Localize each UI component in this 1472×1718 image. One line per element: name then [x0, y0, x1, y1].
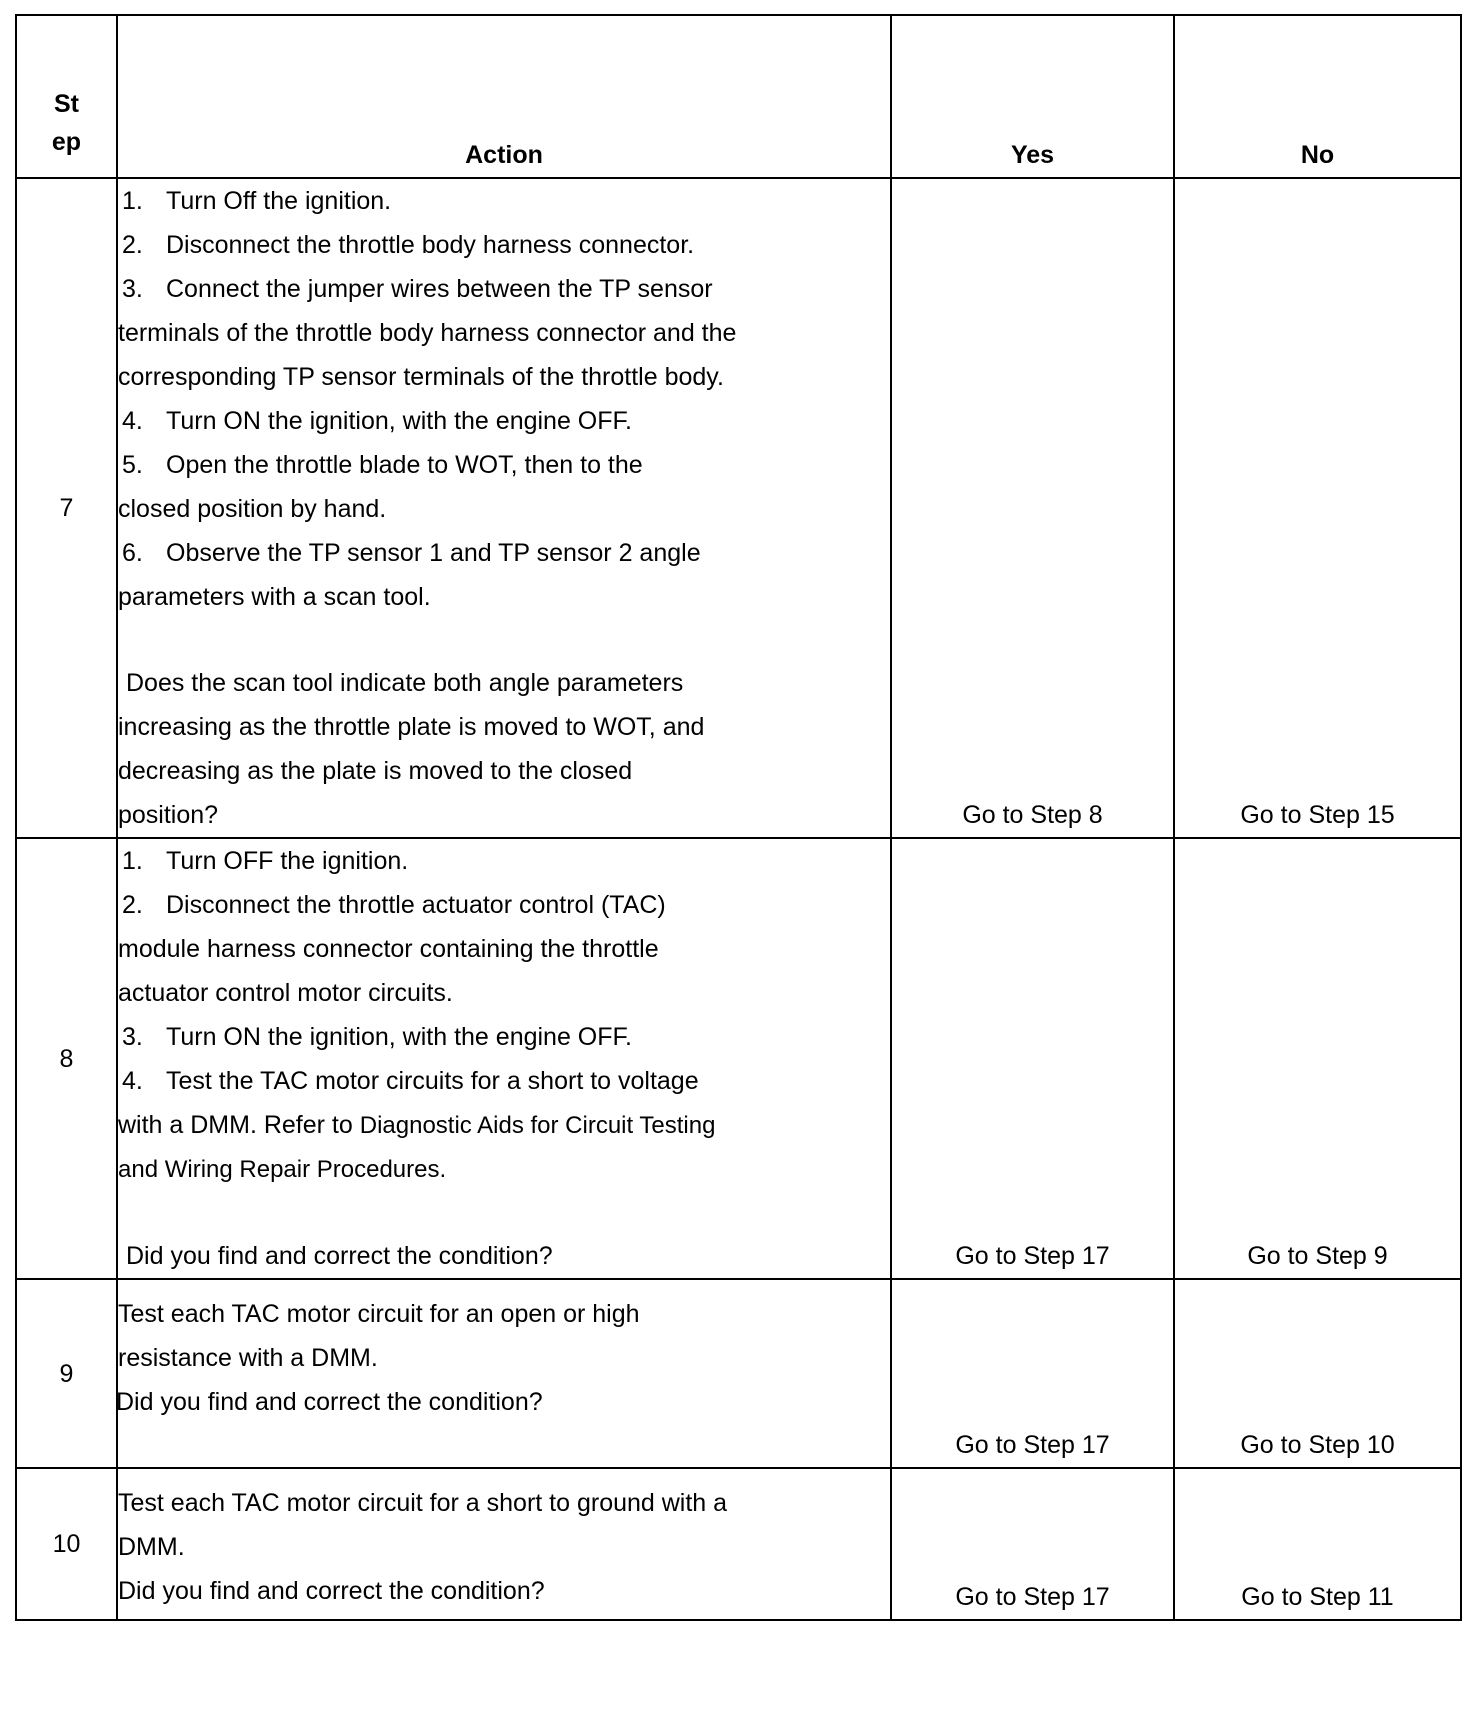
step-number: 9	[16, 1279, 117, 1468]
yes-result: Go to Step 17	[891, 1468, 1174, 1620]
step-column-header	[16, 15, 117, 178]
action-cell	[117, 1279, 891, 1468]
yes-result: Go to Step 8	[891, 178, 1174, 838]
action-text: DMM.	[118, 1533, 185, 1561]
action-item-continuation: parameters with a scan tool.	[118, 583, 431, 611]
action-item: 5. Open the throttle blade to WOT, then to the	[122, 451, 643, 479]
action-text: resistance with a DMM.	[118, 1344, 378, 1372]
no-column-header: No	[1174, 15, 1461, 178]
action-item-continuation: corresponding TP sensor terminals of the throttle body.	[118, 363, 724, 391]
action-item-continuation: module harness connector containing the throttle	[118, 935, 659, 963]
action-column-header: Action	[117, 15, 891, 178]
action-item: 4. Turn ON the ignition, with the engine OFF.	[122, 407, 632, 435]
table-row-step-7	[16, 178, 1461, 838]
step-number: 10	[16, 1468, 117, 1620]
question-text: increasing as the throttle plate is moved to WOT, and	[118, 713, 705, 741]
yes-result: Go to Step 17	[891, 1279, 1174, 1468]
action-item: 1. Turn OFF the ignition.	[122, 847, 409, 875]
table-row-step-10	[16, 1468, 1461, 1620]
action-item: 3. Turn ON the ignition, with the engine OFF.	[122, 1023, 632, 1051]
action-text: Test each TAC motor circuit for an open or high	[118, 1300, 640, 1328]
table-row-step-8	[16, 838, 1461, 1279]
step-header-line1: St	[54, 90, 79, 118]
action-item: 6. Observe the TP sensor 1 and TP sensor 2 angle	[122, 539, 701, 567]
diagnostic-aids-reference: Diagnostic Aids for Circuit Testing	[359, 1112, 716, 1139]
question-text: Did you find and correct the condition?	[118, 1577, 545, 1605]
no-result: Go to Step 11	[1174, 1468, 1461, 1620]
table-row-step-9	[16, 1279, 1461, 1468]
diagnostic-steps-table	[15, 14, 1462, 1621]
action-item: 3. Connect the jumper wires between the TP sensor	[122, 275, 713, 303]
action-cell	[117, 178, 891, 838]
question-text: decreasing as the plate is moved to the closed	[118, 757, 633, 785]
action-item-continuation: closed position by hand.	[118, 495, 387, 523]
yes-result: Go to Step 17	[891, 838, 1174, 1279]
action-item-continuation: terminals of the throttle body harness connector and the	[118, 319, 737, 347]
step-number: 7	[16, 178, 117, 838]
action-cell	[117, 1468, 891, 1620]
no-result: Go to Step 10	[1174, 1279, 1461, 1468]
step-number: 8	[16, 838, 117, 1279]
action-item-continuation: with a DMM. Refer to Diagnostic Aids for Circuit Testing	[118, 1111, 716, 1139]
no-result: Go to Step 15	[1174, 178, 1461, 838]
action-item-continuation: actuator control motor circuits.	[118, 979, 453, 1007]
action-item: 1. Turn Off the ignition.	[122, 187, 392, 215]
action-item: 2. Disconnect the throttle body harness connector.	[122, 231, 695, 259]
no-result: Go to Step 9	[1174, 838, 1461, 1279]
yes-column-header: Yes	[891, 15, 1174, 178]
question-text: Did you find and correct the condition?	[116, 1388, 543, 1416]
action-item: 4. Test the TAC motor circuits for a short to voltage	[122, 1067, 699, 1095]
action-text: Test each TAC motor circuit for a short to ground with a	[118, 1489, 728, 1517]
table-header-row	[16, 15, 1461, 178]
wiring-repair-reference: and Wiring Repair Procedures.	[118, 1156, 447, 1183]
step-header-line2: ep	[51, 128, 82, 156]
question-text: Does the scan tool indicate both angle parameters	[126, 669, 684, 697]
question-text: position?	[118, 801, 219, 829]
action-cell	[117, 838, 891, 1279]
question-text: Did you find and correct the condition?	[126, 1242, 553, 1270]
action-item: 2. Disconnect the throttle actuator control (TAC)	[122, 891, 666, 919]
